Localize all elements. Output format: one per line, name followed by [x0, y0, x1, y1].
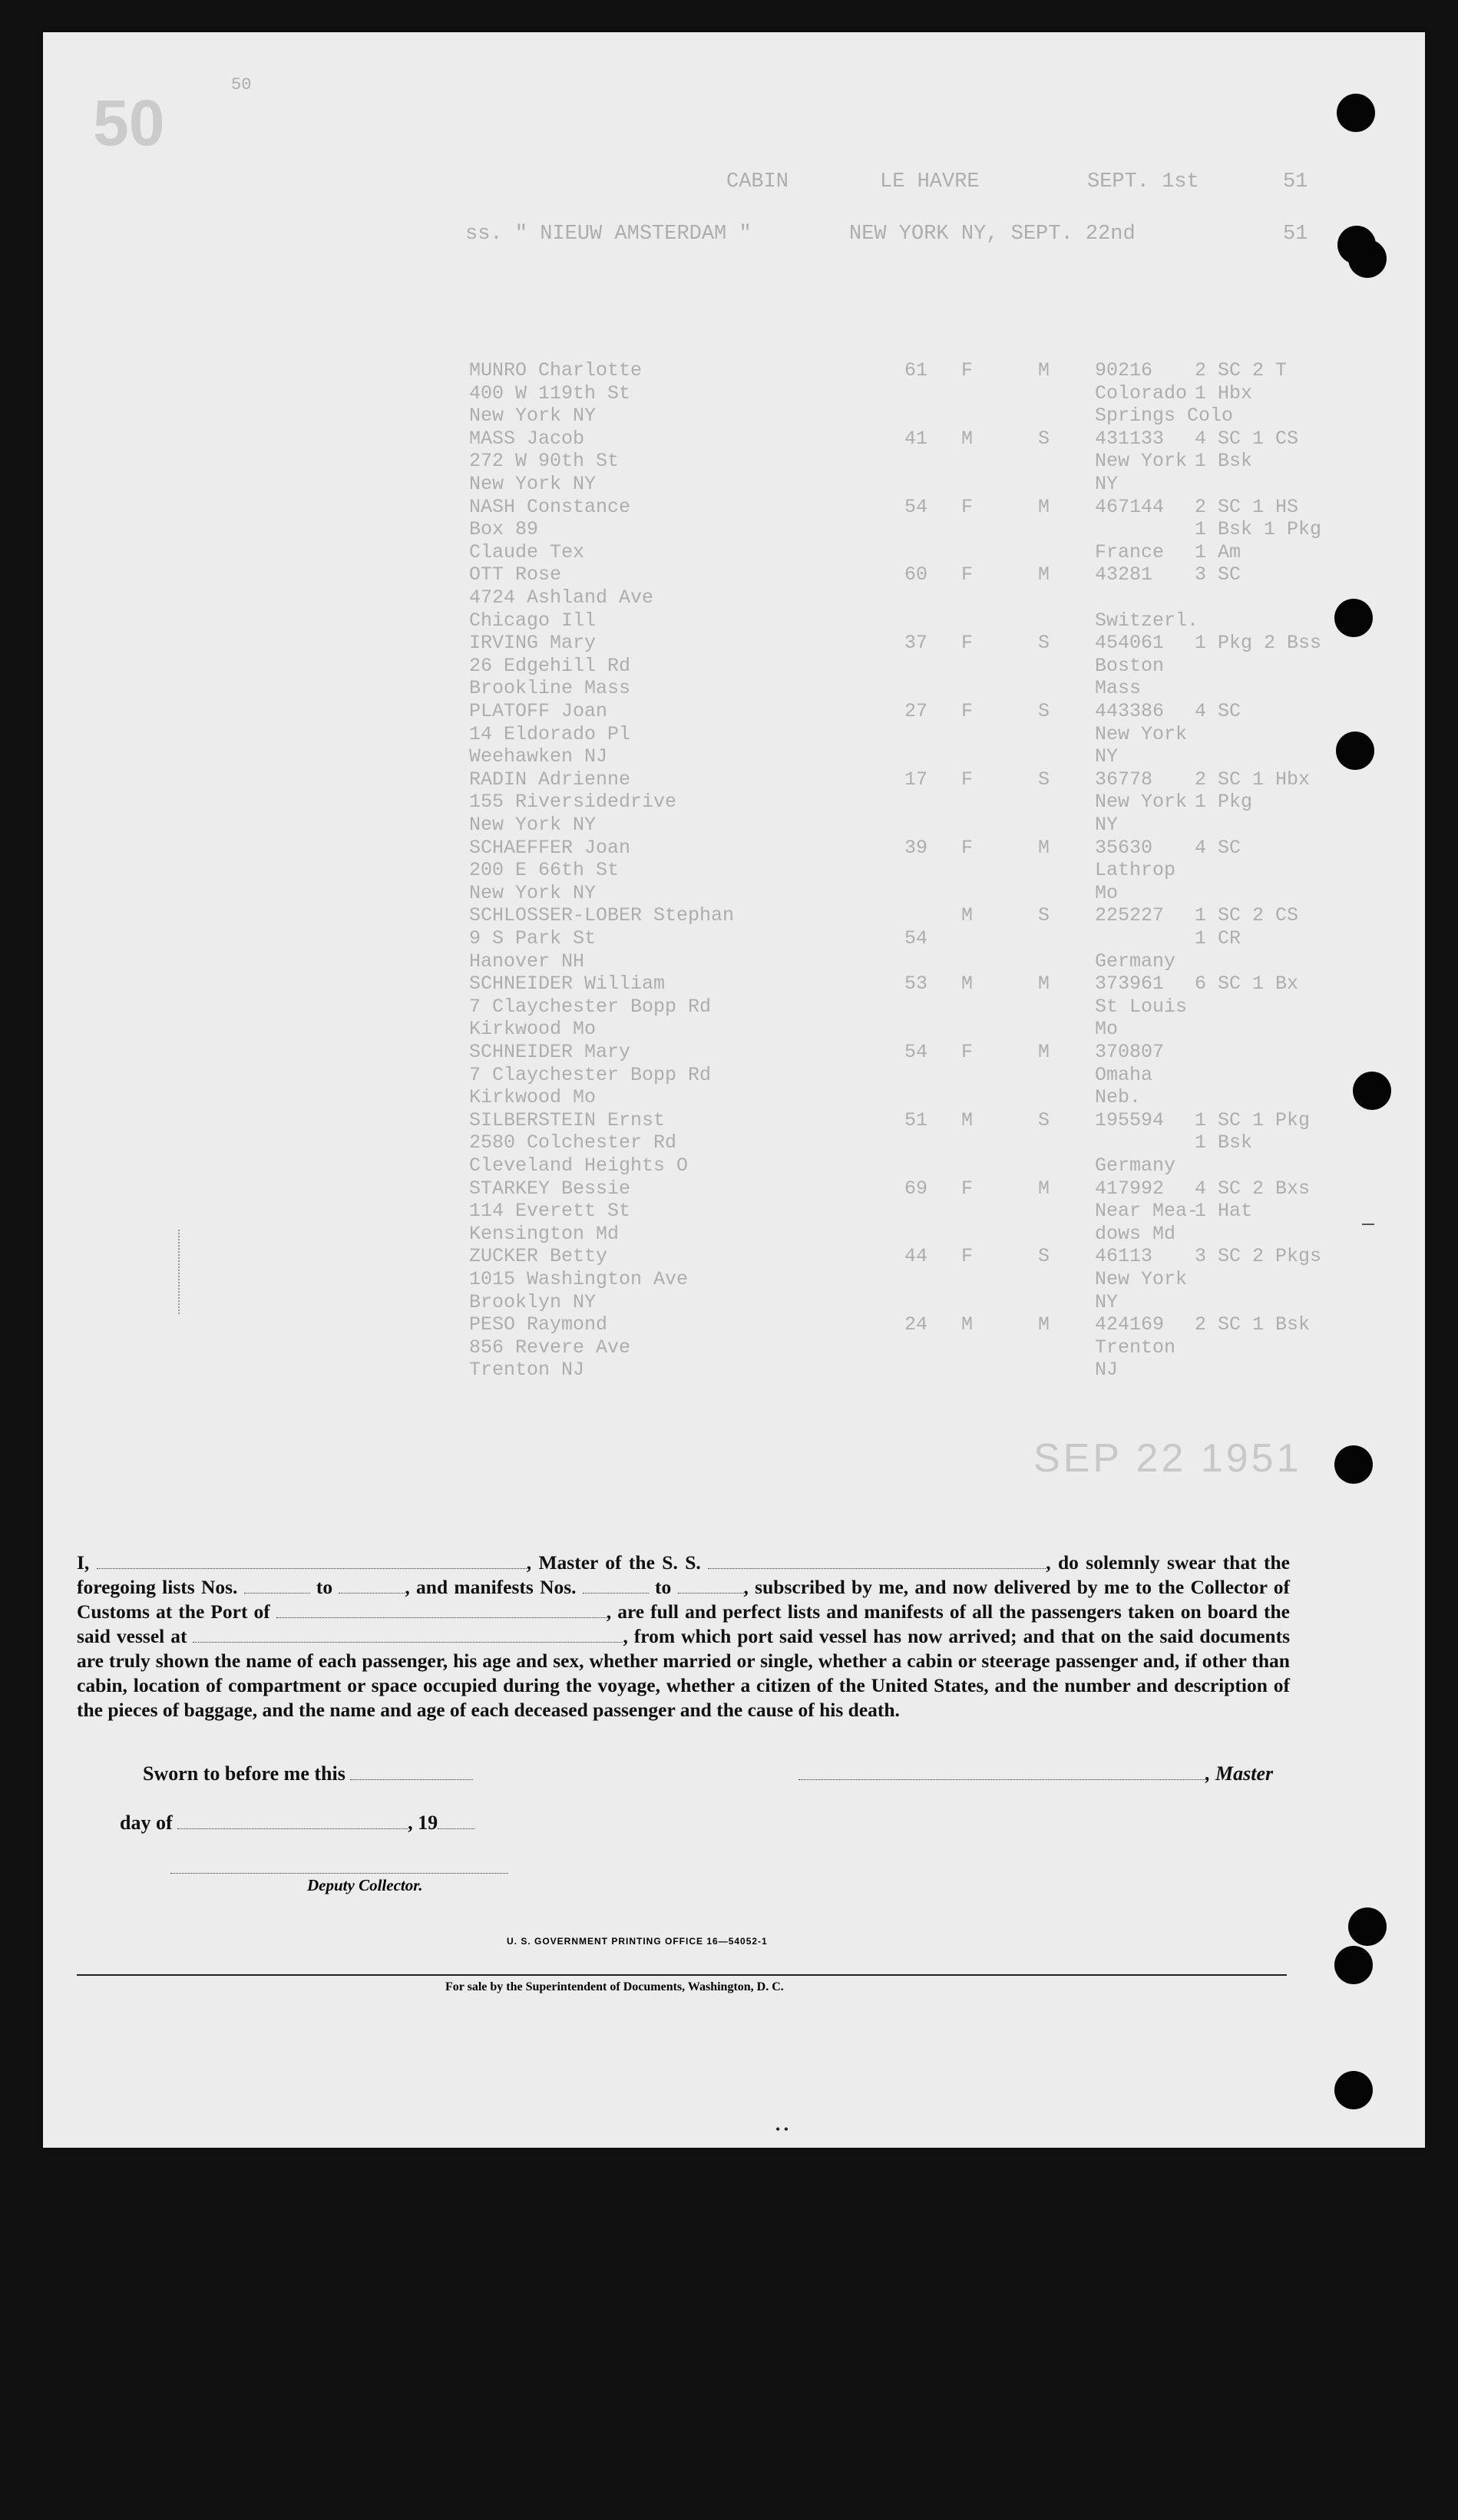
passenger-status: S	[1038, 427, 1050, 450]
passenger-row	[43, 677, 1271, 700]
passenger-passport: 225227	[1095, 904, 1165, 927]
passenger-age: 24	[904, 1313, 928, 1336]
passenger-row	[43, 700, 1271, 723]
passenger-passport: France	[1095, 540, 1165, 563]
passenger-row	[43, 382, 1271, 405]
passenger-row	[43, 518, 1322, 541]
passenger-row	[43, 1359, 1271, 1382]
passenger-row	[43, 473, 1271, 496]
passenger-name: 114 Everett St	[469, 1200, 631, 1223]
year-label: , 19	[408, 1812, 438, 1834]
footer-rule	[77, 1974, 1287, 1976]
passenger-row	[43, 1313, 1311, 1336]
passenger-baggage: 6 SC 1 Bx	[1195, 973, 1299, 996]
oath-text: , Master of the S. S.	[526, 1551, 709, 1574]
passenger-row	[43, 609, 1271, 632]
passenger-age: 61	[904, 359, 928, 381]
passenger-name: 7 Claychester Bopp Rd	[469, 1063, 712, 1086]
passenger-passport: Omaha	[1095, 1063, 1153, 1086]
passenger-sex: F	[961, 1177, 974, 1200]
passenger-age: 17	[904, 768, 928, 791]
passenger-passport: NJ	[1095, 1359, 1119, 1382]
margin-tick	[1362, 1224, 1374, 1225]
sale-notice: For sale by the Superintendent of Documents, Washington, D. C.	[445, 1980, 784, 1993]
passenger-name: SCHNEIDER Mary	[469, 1041, 631, 1063]
passenger-name: 4724 Ashland Ave	[469, 586, 654, 609]
passenger-name: 200 E 66th St	[469, 859, 620, 882]
passenger-name: ZUCKER Betty	[469, 1245, 608, 1268]
manifest-to-line	[678, 1577, 744, 1594]
passenger-row	[43, 1041, 1271, 1064]
ship-name-line	[708, 1553, 1046, 1569]
passenger-sex: F	[961, 836, 974, 859]
passenger-age: 39	[904, 836, 928, 859]
year-blank	[438, 1813, 474, 1829]
passenger-passport: Colorado	[1095, 381, 1188, 405]
passenger-row	[43, 814, 1271, 837]
oath-text: , are full and perfect lists and manifests of all the passengers taken on board the said vessel at	[77, 1600, 1290, 1647]
passenger-sex: F	[961, 1041, 974, 1063]
passenger-baggage: 2 SC 1 Hbx	[1195, 768, 1311, 791]
departure-port-line	[193, 1627, 623, 1643]
passenger-passport: Boston	[1095, 654, 1165, 677]
passenger-name: OTT Rose	[469, 563, 562, 586]
passenger-name: Kensington Md	[469, 1222, 620, 1245]
passenger-baggage: 1 CR	[1195, 927, 1241, 950]
passenger-passport: 35630	[1095, 836, 1153, 859]
passenger-name: 856 Revere Ave	[469, 1336, 631, 1359]
passenger-age: 69	[904, 1177, 928, 1200]
passenger-passport: New York	[1095, 1268, 1188, 1290]
passenger-passport: Switzerl.	[1095, 609, 1199, 632]
passenger-row	[43, 768, 1311, 791]
day-of-line	[120, 1812, 474, 1835]
passenger-passport: 90216	[1095, 359, 1153, 381]
passenger-name: 26 Edgehill Rd	[469, 654, 631, 677]
passenger-passport: Germany	[1095, 1154, 1176, 1177]
passenger-passport: Lathrop	[1095, 859, 1176, 882]
passenger-name: MUNRO Charlotte	[469, 359, 643, 381]
printing-office-imprint: U. S. GOVERNMENT PRINTING OFFICE 16—54052-1	[507, 1936, 768, 1947]
punch-hole	[1334, 1946, 1373, 1984]
oath-text: to	[648, 1576, 678, 1598]
passenger-row	[43, 655, 1271, 678]
passenger-name: PLATOFF Joan	[469, 700, 608, 722]
port-heading: LE HAVRE	[880, 170, 980, 193]
passenger-name: MASS Jacob	[469, 427, 585, 450]
passenger-row	[43, 904, 1299, 927]
passenger-passport: 467144	[1095, 495, 1165, 518]
passenger-baggage: 1 SC 1 Pkg	[1195, 1108, 1311, 1131]
passenger-name: 14 Eldorado Pl	[469, 722, 631, 745]
passenger-age: 53	[904, 973, 928, 996]
passenger-baggage: 1 Bsk	[1195, 450, 1253, 473]
edge-marks: • •	[775, 2122, 789, 2137]
punch-hole	[1334, 1445, 1373, 1484]
passenger-row	[43, 1223, 1271, 1246]
passenger-row	[43, 859, 1271, 882]
passenger-row	[43, 1200, 1271, 1223]
day-blank	[177, 1813, 408, 1829]
passenger-sex: F	[961, 563, 974, 586]
deputy-collector-label: Deputy Collector.	[307, 1876, 423, 1894]
passenger-name: 272 W 90th St	[469, 450, 620, 473]
passenger-sex: M	[961, 1313, 974, 1336]
passenger-name: 9 S Park St	[469, 927, 597, 950]
passenger-row	[43, 359, 1288, 382]
oath-text: , subscribed by me, and now delivered by me to the Collector of Customs at the Port of	[77, 1576, 1291, 1623]
passenger-name: Brooklyn NY	[469, 1290, 597, 1313]
passenger-name: Claude Tex	[469, 540, 585, 563]
punch-hole	[1337, 94, 1375, 132]
passenger-row	[43, 563, 1271, 586]
passenger-passport: 443386	[1095, 700, 1165, 722]
manifest-from-line	[583, 1577, 649, 1594]
punch-hole	[1353, 1072, 1391, 1110]
passenger-age: 54	[904, 927, 928, 950]
passenger-passport: Neb.	[1095, 1086, 1142, 1109]
passenger-baggage: 3 SC 2 Pkgs	[1195, 1245, 1322, 1268]
passenger-baggage: 4 SC	[1195, 836, 1241, 859]
passenger-name: New York NY	[469, 814, 597, 836]
arrival-place-date: NEW YORK NY, SEPT. 22nd	[849, 223, 1136, 246]
passenger-row	[43, 950, 1271, 973]
passenger-sex: F	[961, 359, 974, 381]
passenger-row	[43, 495, 1299, 519]
passenger-baggage: 2 SC 1 HS	[1195, 495, 1299, 518]
passenger-baggage: 3 SC	[1195, 563, 1241, 586]
oath-text: , from which port said vessel has now arrived; and that on the said documents are truly shown the name of each passenger, his age and sex, whether married or single, whether a cabin or steerage passenger and, if other than cabin, location of compartment or space occupied during the voyage, whether a citizen of the United States, and the number and description of the pieces of baggage, and the name and age of each deceased passenger and the cause of his death.	[77, 1625, 1291, 1721]
passenger-name: 7 Claychester Bopp Rd	[469, 995, 712, 1018]
passenger-passport: Springs Colo	[1095, 405, 1234, 428]
passenger-status: M	[1038, 495, 1050, 518]
passenger-row	[43, 1177, 1311, 1201]
passenger-passport: St Louis	[1095, 995, 1188, 1018]
passenger-sex: F	[961, 768, 974, 791]
passenger-passport: New York	[1095, 722, 1188, 745]
passenger-name: PESO Raymond	[469, 1313, 608, 1336]
passenger-name: New York NY	[469, 405, 597, 428]
passenger-age: 44	[904, 1245, 928, 1268]
list-from-line	[244, 1577, 310, 1594]
passenger-passport: Mo	[1095, 1018, 1119, 1041]
day-of-label: day of	[120, 1812, 173, 1834]
ship-name: ss. " NIEUW AMSTERDAM "	[465, 223, 752, 246]
passenger-age: 54	[904, 1041, 928, 1063]
passenger-passport: 36778	[1095, 768, 1153, 791]
master-oath	[77, 1551, 1290, 1722]
passenger-row	[43, 405, 1271, 428]
passenger-name: Kirkwood Mo	[469, 1086, 597, 1109]
passenger-passport: Mo	[1095, 881, 1119, 904]
passenger-passport: 370807	[1095, 1041, 1165, 1063]
passenger-row	[43, 882, 1271, 905]
passenger-status: M	[1038, 1177, 1050, 1200]
passenger-name: Box 89	[469, 518, 539, 541]
passenger-sex: F	[961, 632, 974, 655]
passenger-name: SCHAEFFER Joan	[469, 836, 631, 859]
passenger-name: 1015 Washington Ave	[469, 1268, 689, 1290]
passenger-passport: 46113	[1095, 1245, 1153, 1268]
passenger-row	[43, 450, 1271, 473]
deputy-signature-line	[170, 1858, 508, 1874]
oath-text: to	[309, 1576, 339, 1598]
passenger-row	[43, 1086, 1271, 1109]
master-label: , Master	[1205, 1762, 1274, 1785]
passenger-passport: Trenton	[1095, 1336, 1176, 1359]
arrival-year: 51	[1283, 223, 1308, 246]
passenger-status: S	[1038, 1245, 1050, 1268]
port-line	[276, 1602, 607, 1618]
passenger-passport: NY	[1095, 745, 1119, 768]
passenger-row	[43, 1064, 1271, 1087]
passenger-sex: M	[961, 1108, 974, 1131]
passenger-row	[43, 723, 1271, 746]
passenger-name: Trenton NJ	[469, 1359, 585, 1382]
passenger-baggage: 1 Pkg	[1195, 791, 1253, 814]
passenger-passport: NY	[1095, 473, 1119, 495]
passenger-age: 27	[904, 700, 928, 722]
list-to-line	[339, 1577, 405, 1594]
passenger-name: RADIN Adrienne	[469, 768, 631, 791]
passenger-row	[43, 541, 1271, 564]
passenger-age: 54	[904, 495, 928, 518]
passenger-status: M	[1038, 836, 1050, 859]
passenger-baggage: 1 Hat	[1195, 1200, 1253, 1223]
passenger-baggage: 1 Hbx	[1195, 381, 1253, 405]
passenger-name: NASH Constance	[469, 495, 631, 518]
departure-year: 51	[1283, 170, 1308, 193]
passenger-row	[43, 996, 1271, 1019]
passenger-baggage: 4 SC 2 Bxs	[1195, 1177, 1311, 1200]
passenger-passport: 431133	[1095, 427, 1165, 450]
punch-hole	[1348, 1907, 1387, 1946]
passenger-status: M	[1038, 359, 1050, 381]
punch-hole	[1336, 732, 1374, 770]
passenger-status: M	[1038, 1041, 1050, 1063]
passenger-age: 60	[904, 563, 928, 586]
passenger-name: Chicago Ill	[469, 609, 597, 632]
passenger-row	[43, 1268, 1271, 1291]
passenger-baggage: 4 SC	[1195, 700, 1241, 722]
passenger-baggage: 1 Bsk	[1195, 1131, 1253, 1154]
passenger-row	[43, 791, 1271, 814]
master-signature-blank	[798, 1764, 1205, 1780]
passenger-name: 2580 Colchester Rd	[469, 1131, 677, 1154]
passenger-status: M	[1038, 973, 1050, 996]
passenger-status: M	[1038, 1313, 1050, 1336]
oath-text: I,	[77, 1551, 97, 1574]
sworn-label: Sworn to before me this	[143, 1762, 345, 1785]
passenger-name: Hanover NH	[469, 950, 585, 973]
passenger-row	[43, 745, 1271, 768]
punch-hole	[1348, 239, 1387, 278]
passenger-baggage: 2 SC 2 T	[1195, 359, 1288, 381]
passenger-row	[43, 632, 1322, 655]
passenger-name: SCHNEIDER William	[469, 973, 666, 996]
passenger-row	[43, 1108, 1311, 1132]
passenger-sex: M	[961, 973, 974, 996]
master-name-line	[97, 1553, 527, 1569]
passenger-passport: 195594	[1095, 1108, 1165, 1131]
passenger-sex: F	[961, 495, 974, 518]
passenger-row	[43, 1291, 1271, 1314]
passenger-row	[43, 927, 1271, 950]
passenger-sex: F	[961, 1245, 974, 1268]
passenger-name: STARKEY Bessie	[469, 1177, 631, 1200]
departure-date: SEPT. 1st	[1087, 170, 1199, 193]
passenger-name: SILBERSTEIN Ernst	[469, 1108, 666, 1131]
passenger-age: 51	[904, 1108, 928, 1131]
passenger-row	[43, 837, 1271, 860]
punch-hole	[1334, 2071, 1373, 2109]
passenger-row	[43, 586, 1271, 609]
sworn-date-line	[350, 1764, 473, 1780]
passenger-name: New York NY	[469, 881, 597, 904]
passenger-passport: NY	[1095, 1290, 1119, 1313]
passenger-passport: 373961	[1095, 973, 1165, 996]
passenger-passport: Near Mea-	[1095, 1200, 1199, 1223]
punch-hole	[1334, 599, 1373, 637]
passenger-name: 155 Riversidedrive	[469, 791, 677, 814]
passenger-passport: NY	[1095, 814, 1119, 836]
passenger-name: Brookline Mass	[469, 677, 631, 700]
passenger-row	[43, 1131, 1271, 1154]
passenger-status: S	[1038, 904, 1050, 927]
class-heading: CABIN	[726, 170, 789, 193]
passenger-row	[43, 1154, 1271, 1177]
passenger-status: M	[1038, 563, 1050, 586]
passenger-age: 37	[904, 632, 928, 655]
sheet-number: 50	[231, 75, 252, 94]
passenger-sex: M	[961, 904, 974, 927]
passenger-name: IRVING Mary	[469, 632, 597, 655]
date-stamp: SEP 22 1951	[1033, 1436, 1302, 1481]
passenger-status: S	[1038, 768, 1050, 791]
sworn-line	[143, 1762, 473, 1785]
passenger-row	[43, 1336, 1271, 1359]
passenger-name: Kirkwood Mo	[469, 1018, 597, 1041]
passenger-baggage: 1 SC 2 CS	[1195, 904, 1299, 927]
master-signature-line	[798, 1762, 1273, 1785]
passenger-passport: 424169	[1095, 1313, 1165, 1336]
passenger-name: Weehawken NJ	[469, 745, 608, 768]
passenger-row	[43, 1018, 1271, 1041]
passenger-age: 41	[904, 427, 928, 450]
margin-annotation	[178, 1230, 190, 1314]
passenger-baggage: 1 Am	[1195, 540, 1241, 563]
passenger-status: S	[1038, 1108, 1050, 1131]
passenger-passport: New York	[1095, 450, 1188, 473]
passenger-row	[43, 1245, 1322, 1268]
passenger-passport: Germany	[1095, 950, 1176, 973]
passenger-status: S	[1038, 700, 1050, 722]
oath-text: , do solemnly swear that the foregoing lists Nos.	[77, 1551, 1290, 1598]
oath-text: , and manifests Nos.	[405, 1576, 583, 1598]
passenger-baggage: 1 Pkg 2 Bss	[1195, 632, 1322, 655]
passenger-passport: Mass	[1095, 677, 1142, 700]
passenger-name: New York NY	[469, 473, 597, 495]
passenger-row	[43, 427, 1299, 451]
passenger-passport: 454061	[1095, 632, 1165, 655]
passenger-baggage: 1 Bsk 1 Pkg	[1195, 518, 1322, 541]
passenger-name: Cleveland Heights O	[469, 1154, 689, 1177]
passenger-passport: 417992	[1095, 1177, 1165, 1200]
passenger-name: SCHLOSSER-LOBER Stephan	[469, 904, 735, 927]
passenger-baggage: 4 SC 1 CS	[1195, 427, 1299, 450]
passenger-passport: New York	[1095, 791, 1188, 814]
page-stamp-number: 50	[93, 87, 165, 159]
passenger-row	[43, 973, 1299, 996]
passenger-sex: M	[961, 427, 974, 450]
passenger-passport: 43281	[1095, 563, 1153, 586]
passenger-sex: F	[961, 700, 974, 722]
passenger-passport: dows Md	[1095, 1222, 1176, 1245]
passenger-name: 400 W 119th St	[469, 381, 631, 405]
passenger-status: S	[1038, 632, 1050, 655]
passenger-baggage: 2 SC 1 Bsk	[1195, 1313, 1311, 1336]
